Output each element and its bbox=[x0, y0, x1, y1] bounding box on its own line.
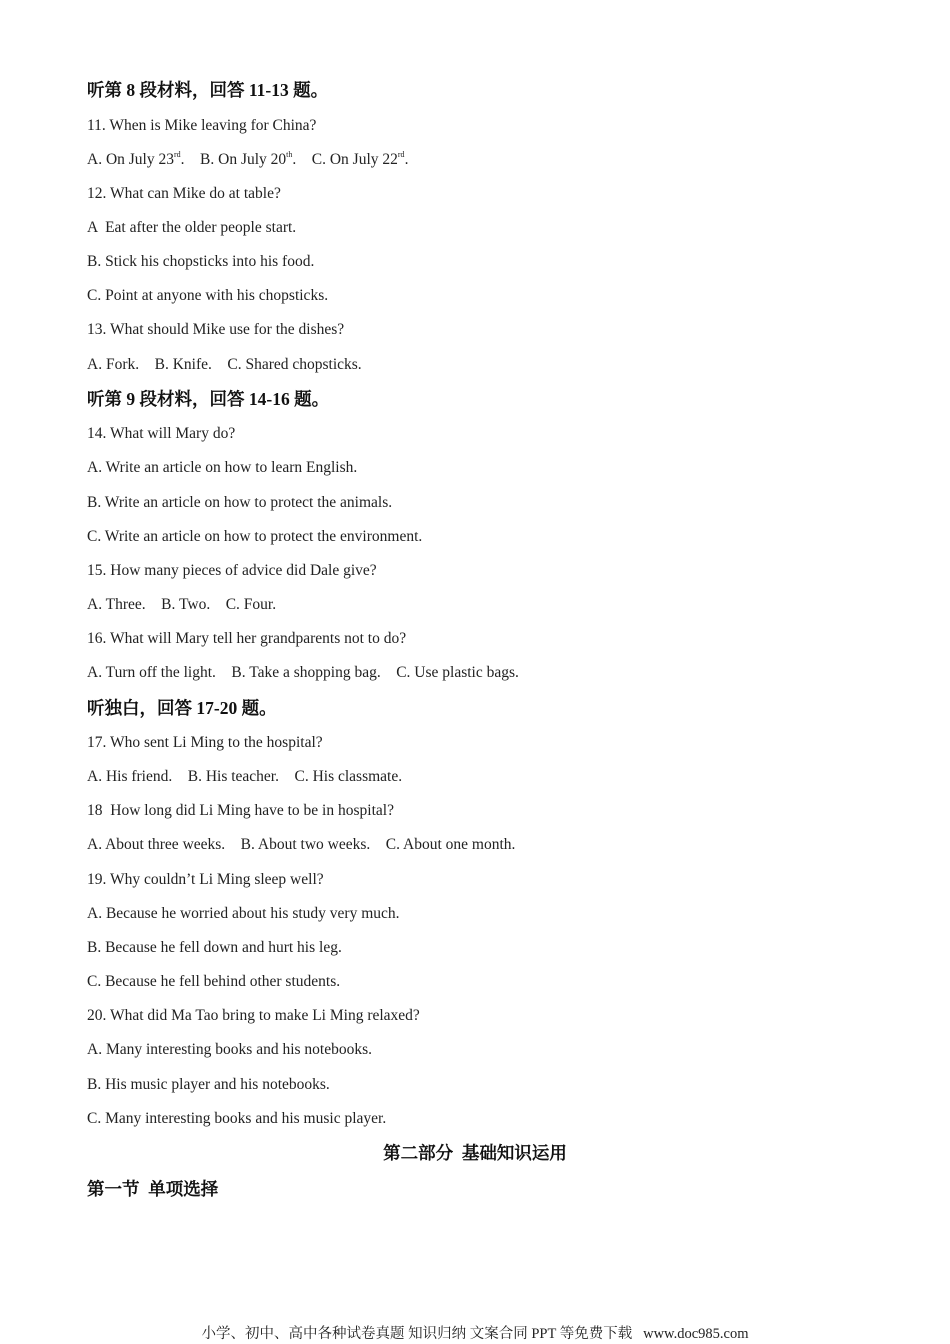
part-two-title: 第二部分 基础知识运用 bbox=[383, 1143, 567, 1163]
question-20-stem: 20. What did Ma Tao bring to make Li Ming relaxed? bbox=[87, 1007, 420, 1024]
q12-option-c: C. Point at anyone with his chopsticks. bbox=[87, 287, 329, 304]
q11-option-a: A. On July 23rd. bbox=[87, 150, 185, 168]
question-15-stem: 15. How many pieces of advice did Dale give? bbox=[87, 562, 377, 579]
section-heading-8: 听第 8 段材料，回答 11-13 题。 bbox=[87, 80, 329, 100]
section-one-title: 第一节 单项选择 bbox=[87, 1179, 219, 1199]
question-13-options: A. Fork. B. Knife. C. Shared chopsticks. bbox=[87, 356, 362, 373]
q20-option-a: A. Many interesting books and his notebooks. bbox=[87, 1041, 373, 1058]
question-12-stem: 12. What can Mike do at table? bbox=[87, 185, 281, 202]
question-11-options bbox=[87, 150, 408, 170]
q19-option-b: B. Because he fell down and hurt his leg. bbox=[87, 939, 342, 956]
q20-option-b: B. His music player and his notebooks. bbox=[87, 1076, 330, 1093]
q19-option-a: A. Because he worried about his study very much. bbox=[87, 905, 400, 922]
question-16-stem: 16. What will Mary tell her grandparents not to do? bbox=[87, 630, 407, 647]
q11-option-c: C. On July 22rd. bbox=[311, 150, 409, 168]
q12-option-a: A Eat after the older people start. bbox=[87, 219, 297, 236]
q14-option-c: C. Write an article on how to protect the environment. bbox=[87, 528, 423, 545]
q14-option-b: B. Write an article on how to protect the animals. bbox=[87, 494, 393, 511]
question-13-stem: 13. What should Mike use for the dishes? bbox=[87, 321, 345, 338]
q14-option-a: A. Write an article on how to learn English. bbox=[87, 459, 358, 476]
page-footer: 小学、初中、高中各种试卷真题 知识归纳 文案合同 PPT 等免费下载 www.doc985.com bbox=[201, 1326, 749, 1342]
question-18-options: A. About three weeks. B. About two weeks. C. About one month. bbox=[87, 836, 516, 853]
q11-option-b: B. On July 20th. bbox=[200, 150, 297, 168]
section-heading-9: 听第 9 段材料，回答 14-16 题。 bbox=[87, 389, 330, 409]
q20-option-c: C. Many interesting books and his music player. bbox=[87, 1110, 387, 1127]
question-15-options: A. Three. B. Two. C. Four. bbox=[87, 596, 277, 613]
question-18-stem: 18 How long did Li Ming have to be in hospital? bbox=[87, 802, 394, 819]
q19-option-c: C. Because he fell behind other students. bbox=[87, 973, 341, 990]
question-17-stem: 17. Who sent Li Ming to the hospital? bbox=[87, 734, 323, 751]
section-heading-monologue: 听独白，回答 17-20 题。 bbox=[87, 698, 277, 718]
question-17-options: A. His friend. B. His teacher. C. His classmate. bbox=[87, 768, 403, 785]
question-19-stem: 19. Why couldn’t Li Ming sleep well? bbox=[87, 871, 324, 888]
question-16-options: A. Turn off the light. B. Take a shopping bag. C. Use plastic bags. bbox=[87, 664, 519, 681]
question-11-stem: 11. When is Mike leaving for China? bbox=[87, 117, 317, 134]
question-14-stem: 14. What will Mary do? bbox=[87, 425, 236, 442]
q12-option-b: B. Stick his chopsticks into his food. bbox=[87, 253, 315, 270]
